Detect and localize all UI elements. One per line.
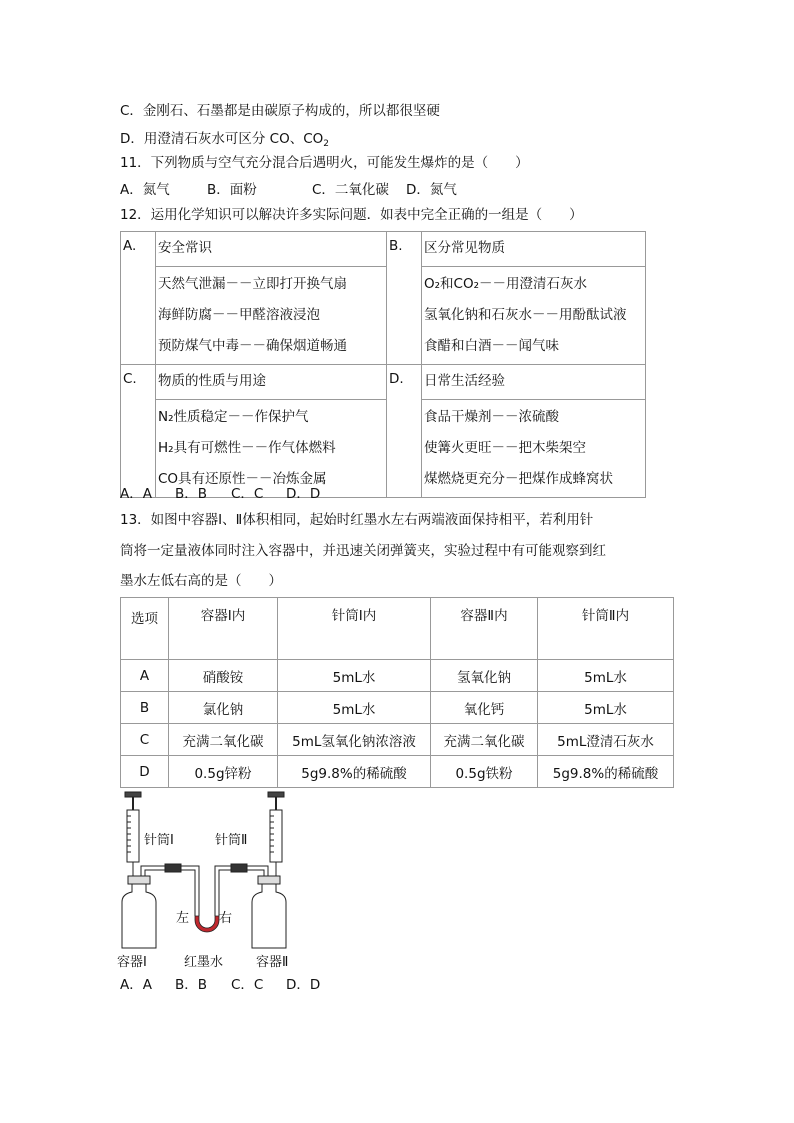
container-2-icon: [252, 876, 286, 948]
container-1-label: 容器Ⅰ: [117, 955, 147, 970]
header-syringe-2: 针筒Ⅱ内: [538, 598, 674, 660]
cell-c-head: 物质的性质与用途: [156, 365, 387, 400]
q11-option-b: B．面粉: [207, 182, 257, 198]
table-row: D 0.5g锌粉 5g9.8%的稀硫酸 0.5g铁粉 5g9.8%的稀硫酸: [121, 756, 674, 788]
cell-d-head: 日常生活经验: [422, 365, 646, 400]
syringe-1-label: 针筒Ⅰ: [144, 833, 174, 848]
option-d-text: D．用澄清石灰水可区分 CO、$CO_2$: [120, 131, 330, 149]
container-2-label: 容器Ⅱ: [256, 955, 289, 970]
cell-b-label: B.: [387, 232, 422, 365]
cell-a-head: 安全常识: [156, 232, 387, 267]
table-row: C 充满二氧化碳 5mL氢氧化钠浓溶液 充满二氧化碳 5mL澄清石灰水: [121, 724, 674, 756]
question-13-line-1: 13．如图中容器Ⅰ、Ⅱ体积相同，起始时红墨水左右两端液面保持相平，若利用针: [120, 512, 594, 528]
question-11: 11．下列物质与空气充分混合后遇明火，可能发生爆炸的是（ ）: [120, 155, 529, 171]
question-13-answers: A．A B．B C．C D．D: [120, 977, 321, 993]
q11-option-c: C．二氧化碳: [312, 182, 389, 198]
cell-d-label: D.: [387, 365, 422, 498]
question-13-line-3: 墨水左低右高的是（ ）: [120, 573, 282, 589]
table-row: A 硝酸铵 5mL水 氢氧化钠 5mL水: [121, 660, 674, 692]
question-13-table: [120, 597, 674, 788]
question-11-options: [120, 180, 457, 200]
right-label: 右: [219, 911, 233, 926]
cell-d-body: 食品干燥剂－－浓硫酸 使篝火更旺－－把木柴架空 煤燃烧更充分－把煤作成蜂窝状: [422, 400, 646, 498]
cell-c-label: C.: [121, 365, 156, 498]
syringe-2-icon: [268, 792, 284, 878]
cell-c-body: N₂性质稳定－－作保护气 H₂具有可燃性－－作气体燃料 CO具有还原性－－冶炼金属: [156, 400, 387, 498]
table-row: B 氯化钠 5mL水 氧化钙 5mL水: [121, 692, 674, 724]
apparatus-figure: [115, 788, 315, 973]
syringe-1-icon: [125, 792, 141, 878]
header-container-1: 容器Ⅰ内: [169, 598, 278, 660]
left-label: 左: [176, 911, 190, 926]
container-1-icon: [122, 876, 156, 948]
header-option: 选项: [121, 598, 169, 660]
header-syringe-1: 针筒Ⅰ内: [278, 598, 431, 660]
question-12-answers: A．A B．B C．C D．D: [120, 486, 321, 502]
question-13-line-2: 筒将一定量液体同时注入容器中，并迅速关闭弹簧夹，实验过程中有可能观察到红: [120, 543, 606, 559]
cell-a-label: A.: [121, 232, 156, 365]
cell-b-head: 区分常见物质: [422, 232, 646, 267]
cell-b-body: O₂和CO₂－－用澄清石灰水 氢氧化钠和石灰水－－用酚酞试液 食醋和白酒－－闻气味: [422, 267, 646, 365]
header-container-2: 容器Ⅱ内: [431, 598, 538, 660]
syringe-2-label: 针筒Ⅱ: [215, 833, 248, 848]
cell-a-body: 天然气泄漏－－立即打开换气扇 海鲜防腐－－甲醛溶液浸泡 预防煤气中毒－－确保烟道畅通: [156, 267, 387, 365]
q11-option-d: D．氮气: [406, 182, 457, 198]
question-12: 12．运用化学知识可以解决许多实际问题．如表中完全正确的一组是（ ）: [120, 207, 583, 223]
question-12-table: [120, 231, 646, 498]
ink-label: 红墨水: [184, 955, 224, 970]
u-tube-ink: [195, 916, 219, 932]
option-c-text: C．金刚石、石墨都是由碳原子构成的，所以都很坚硬: [120, 103, 440, 119]
q11-option-a: A．氮气: [120, 182, 170, 198]
